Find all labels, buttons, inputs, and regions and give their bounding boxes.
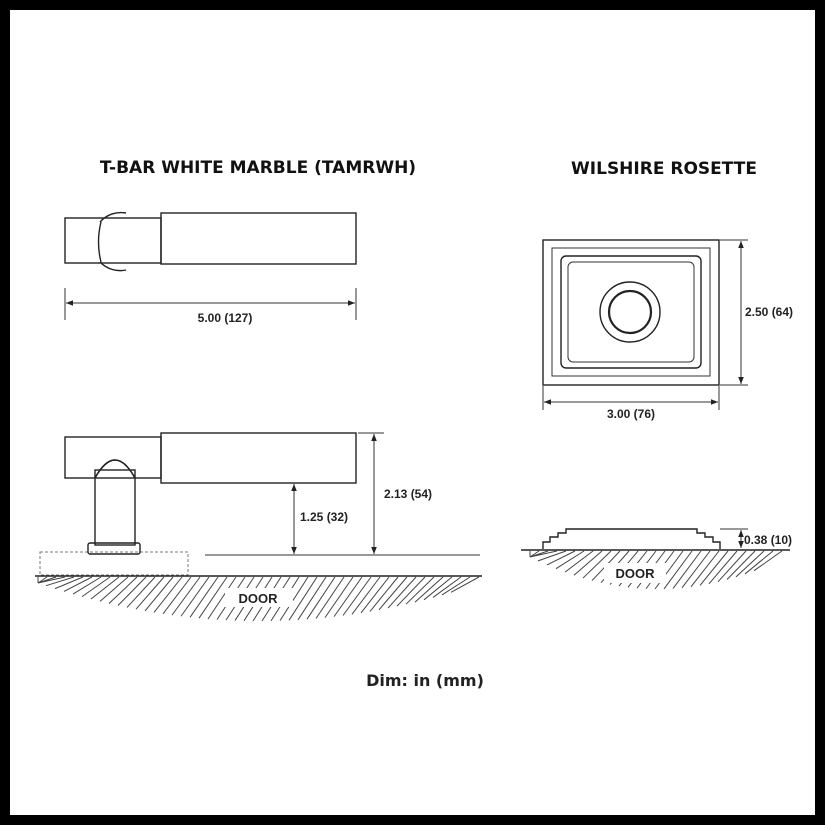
tbar-top-view xyxy=(65,213,356,271)
rosette-width-label: 3.00 (76) xyxy=(606,407,656,421)
tbar-post xyxy=(95,470,135,545)
rosette-side-view xyxy=(543,529,792,549)
rosette-depth-label: 0.38 (10) xyxy=(744,533,793,547)
tbar-height-dimensions xyxy=(205,433,480,555)
diagram-frame xyxy=(10,10,815,815)
rosette-front-view xyxy=(543,240,719,385)
tbar-length-label: 5.00 (127) xyxy=(197,311,253,325)
tbar-side-stem xyxy=(65,437,161,478)
rosette-door-label: DOOR xyxy=(615,566,655,581)
tbar-side-view xyxy=(40,433,356,575)
tbar-rose-outline xyxy=(40,552,188,575)
tbar-title: T-BAR WHITE MARBLE (TAMRWH) xyxy=(99,158,417,178)
tbar-top-marble xyxy=(161,213,356,264)
tbar-top-stem xyxy=(65,218,161,263)
tbar-length-dimension xyxy=(65,288,356,325)
rosette-inner-ring xyxy=(609,291,651,333)
tbar-side-marble xyxy=(161,433,356,483)
tbar-door xyxy=(35,576,482,621)
tbar-height-label: 2.13 (54) xyxy=(384,487,433,501)
technical-drawing xyxy=(10,10,815,815)
rosette-title: WILSHIRE ROSETTE xyxy=(571,159,757,179)
tbar-projection-label: 1.25 (32) xyxy=(300,510,349,524)
rosette-dimensions xyxy=(543,240,793,421)
rosette-height-label: 2.50 (64) xyxy=(745,305,794,319)
units-note: Dim: in (mm) xyxy=(366,671,484,690)
rosette-door xyxy=(521,550,790,589)
tbar-door-label: DOOR xyxy=(238,591,278,606)
